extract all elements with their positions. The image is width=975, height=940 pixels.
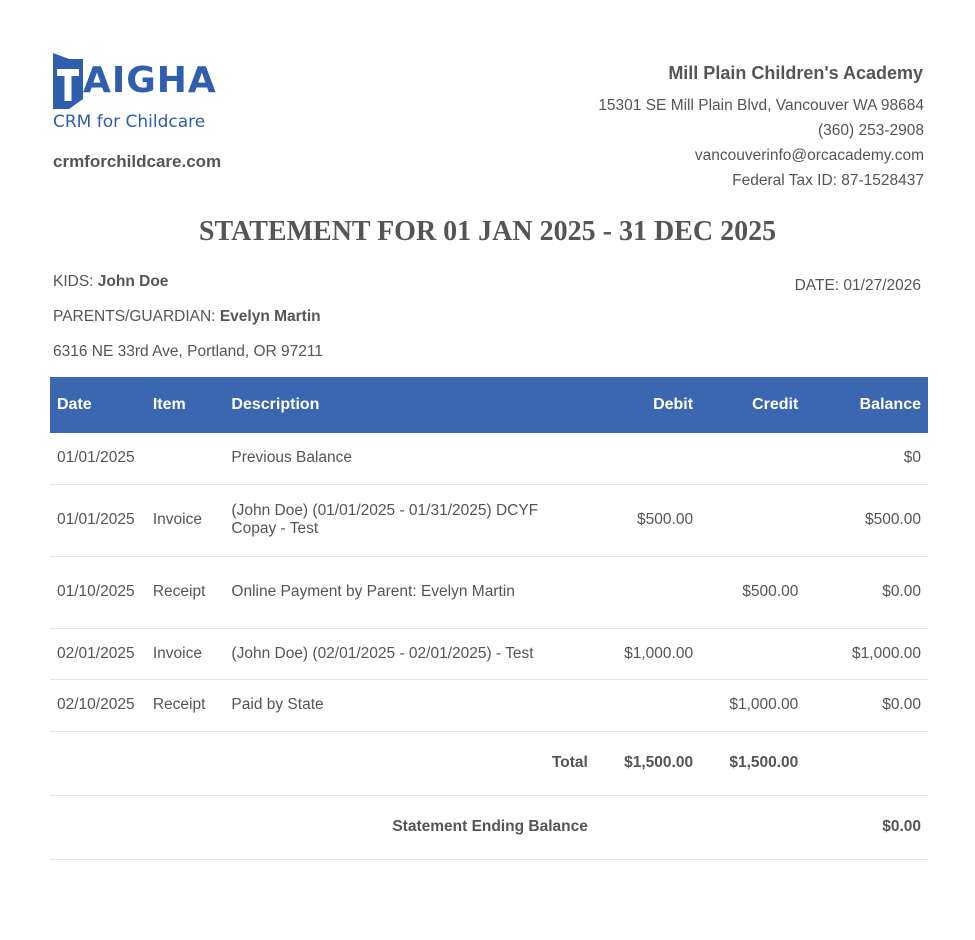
row-description: (John Doe) (01/01/2025 - 01/31/2025) DCYF Copay - Test xyxy=(224,484,594,556)
row-debit xyxy=(595,433,700,484)
school-phone: (360) 253-2908 xyxy=(818,122,924,139)
statement-table xyxy=(50,377,928,860)
table-row xyxy=(50,679,928,731)
header-description: Description xyxy=(231,396,320,413)
total-credit: $1,500.00 xyxy=(700,731,805,795)
total-row xyxy=(50,731,928,795)
statement-title: STATEMENT FOR 01 JAN 2025 - 31 DEC 2025 xyxy=(198,216,777,247)
parent-address: 6316 NE 33rd Ave, Portland, OR 97211 xyxy=(53,343,323,360)
school-info xyxy=(598,63,924,193)
header-debit: Debit xyxy=(653,396,694,413)
statement-date: DATE: 01/27/2026 xyxy=(794,277,921,294)
row-item: Invoice xyxy=(146,628,225,679)
parents-line xyxy=(53,308,321,326)
table-row xyxy=(50,556,928,628)
kids-line xyxy=(53,273,168,291)
school-address: 15301 SE Mill Plain Blvd, Vancouver WA 98684 xyxy=(598,97,924,114)
row-debit: $500.00 xyxy=(595,484,700,556)
taigha-logo xyxy=(53,53,233,133)
parents-label: PARENTS/GUARDIAN: xyxy=(53,308,216,325)
header-date: Date xyxy=(57,396,92,413)
row-item xyxy=(146,433,225,484)
row-date: 02/10/2025 xyxy=(50,679,146,731)
table-header-row xyxy=(50,377,928,433)
logo-wordmark: AIGHA xyxy=(83,60,217,101)
row-debit xyxy=(595,556,700,628)
row-description: Previous Balance xyxy=(224,433,594,484)
header-credit: Credit xyxy=(752,396,799,413)
row-balance: $0.00 xyxy=(805,556,928,628)
ending-balance-label: Statement Ending Balance xyxy=(50,795,595,859)
kids-value: John Doe xyxy=(97,273,169,290)
row-credit xyxy=(700,628,805,679)
row-credit: $500.00 xyxy=(700,556,805,628)
row-debit xyxy=(595,679,700,731)
row-description: Online Payment by Parent: Evelyn Martin xyxy=(224,556,594,628)
row-balance: $500.00 xyxy=(805,484,928,556)
table-row xyxy=(50,433,928,484)
header-item: Item xyxy=(152,396,186,413)
row-date: 01/01/2025 xyxy=(50,433,146,484)
table-row xyxy=(50,484,928,556)
row-credit xyxy=(700,433,805,484)
row-credit: $1,000.00 xyxy=(700,679,805,731)
ending-balance-row xyxy=(50,795,928,859)
row-date: 01/10/2025 xyxy=(50,556,146,628)
row-debit: $1,000.00 xyxy=(595,628,700,679)
table-row xyxy=(50,628,928,679)
row-item: Receipt xyxy=(146,679,225,731)
school-name: Mill Plain Children's Academy xyxy=(668,63,923,83)
row-credit xyxy=(700,484,805,556)
row-description: (John Doe) (02/01/2025 - 02/01/2025) - Test xyxy=(224,628,594,679)
logo-t-mark-icon xyxy=(53,53,83,109)
row-balance: $0.00 xyxy=(805,679,928,731)
row-balance: $1,000.00 xyxy=(805,628,928,679)
row-item: Invoice xyxy=(146,484,225,556)
row-description: Paid by State xyxy=(224,679,594,731)
total-label: Total xyxy=(50,731,595,795)
total-debit: $1,500.00 xyxy=(595,731,700,795)
logo-tagline: CRM for Childcare xyxy=(53,112,206,132)
header-balance: Balance xyxy=(859,396,921,413)
website-link[interactable]: crmforchildcare.com xyxy=(53,152,222,171)
row-item: Receipt xyxy=(146,556,225,628)
ending-balance-value: $0.00 xyxy=(805,795,928,859)
kids-label: KIDS: xyxy=(53,273,94,290)
row-date: 01/01/2025 xyxy=(50,484,146,556)
row-date: 02/01/2025 xyxy=(50,628,146,679)
school-tax-id: Federal Tax ID: 87-1528437 xyxy=(732,172,924,189)
parents-value: Evelyn Martin xyxy=(219,308,321,325)
school-email[interactable]: vancouverinfo@orcacademy.com xyxy=(694,147,924,164)
row-balance: $0 xyxy=(805,433,928,484)
